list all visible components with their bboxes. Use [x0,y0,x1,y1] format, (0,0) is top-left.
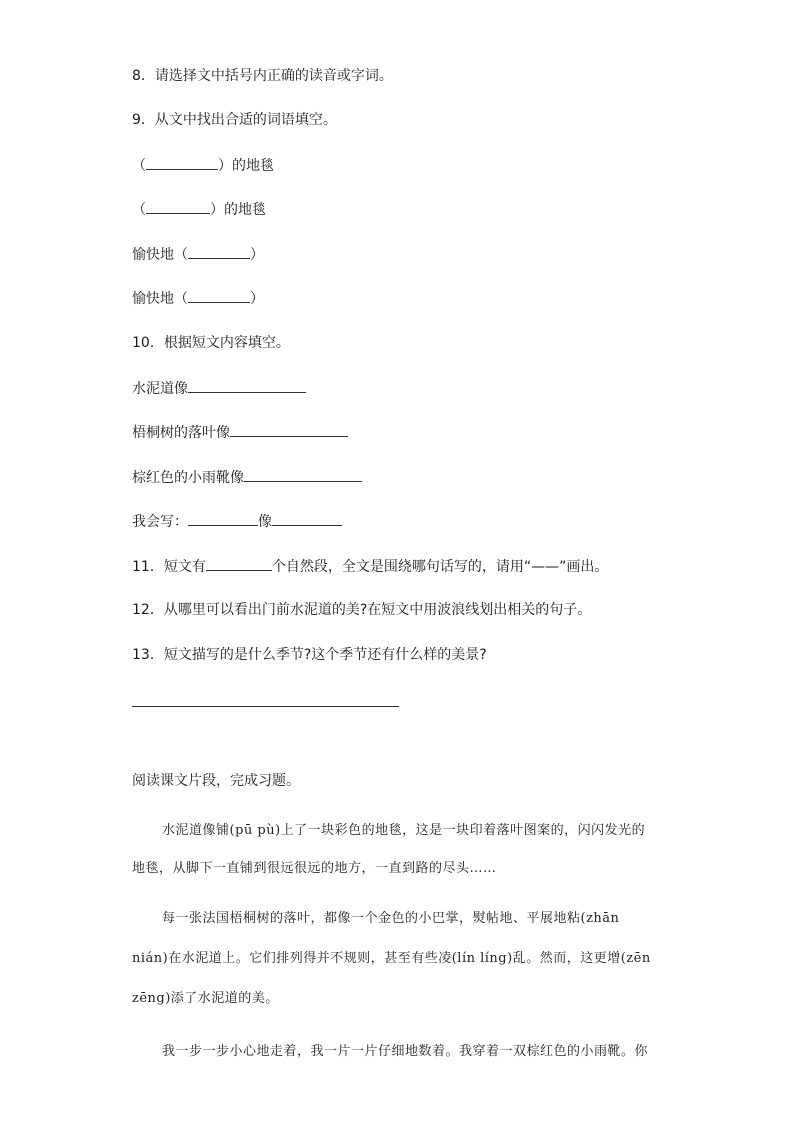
answer-blank[interactable] [230,422,348,437]
answer-blank[interactable] [188,378,306,393]
question-10-item-c [132,467,362,488]
item-text: 愉快地（ [132,291,188,307]
paren-open: （ [132,158,146,174]
answer-blank[interactable] [188,244,250,259]
answer-blank[interactable] [244,467,362,482]
answer-blank[interactable] [272,511,342,526]
question-12: 12．从哪里可以看出门前水泥道的美?在短文中用波浪线划出相关的句子。 [132,602,592,618]
item-text: 我会写： [132,514,188,530]
paren-close: ） [250,291,264,307]
answer-blank[interactable] [146,199,210,214]
answer-line[interactable] [132,706,399,707]
question-9: 9．从文中找出合适的词语填空。 [132,112,337,128]
passage-line: 地毯，从脚下一直铺到很远很远的地方，一直到路的尽头…… [132,861,497,876]
passage-line: 每一张法国梧桐树的落叶，都像一个金色的小巴掌，熨帖地、平展地粘(zhān [162,911,620,926]
item-text: ）的地毯 [218,158,274,174]
item-text: ）的地毯 [210,202,266,218]
answer-blank[interactable] [206,556,272,571]
reading-heading: 阅读课文片段，完成习题。 [132,773,300,789]
answer-blank[interactable] [188,511,258,526]
question-10-item-d [132,511,342,532]
item-text: 个自然段，全文是围绕哪句话写的，请用“——”画出。 [271,559,609,575]
passage-line: nián)在水泥道上。它们排列得并不规则，甚至有些凌(lín líng)乱。然而，这更增(zēn [132,951,651,966]
item-text: 愉快地（ [132,247,188,263]
passage-line: 我一步一步小心地走着，我一片一片仔细地数着。我穿着一双棕红色的小雨靴。你 [162,1044,649,1059]
question-9-item-b [132,199,266,220]
question-10-item-a [132,378,306,399]
question-13: 13．短文描写的是什么季节?这个季节还有什么样的美景? [132,647,487,663]
question-10-item-b [132,422,348,443]
question-10: 10．根据短文内容填空。 [132,335,290,351]
item-text: 像 [258,514,272,530]
question-9-item-d [132,288,264,309]
question-8: 8．请选择文中括号内正确的读音或字词。 [132,68,393,84]
passage-line: zēng)添了水泥道的美。 [132,991,279,1006]
paren-open: （ [132,202,146,218]
question-11 [132,556,608,577]
answer-blank[interactable] [188,288,250,303]
item-text: 棕红色的小雨靴像 [132,470,244,486]
paren-close: ） [250,247,264,263]
item-text: 梧桐树的落叶像 [132,425,230,441]
question-9-item-a [132,155,274,176]
item-text: 水泥道像 [132,381,188,397]
answer-blank[interactable] [146,155,218,170]
question-9-item-c [132,244,264,265]
passage-line: 水泥道像铺(pū pù)上了一块彩色的地毯，这是一块印着落叶图案的，闪闪发光的 [162,823,646,838]
item-text: 11．短文有 [132,559,206,575]
